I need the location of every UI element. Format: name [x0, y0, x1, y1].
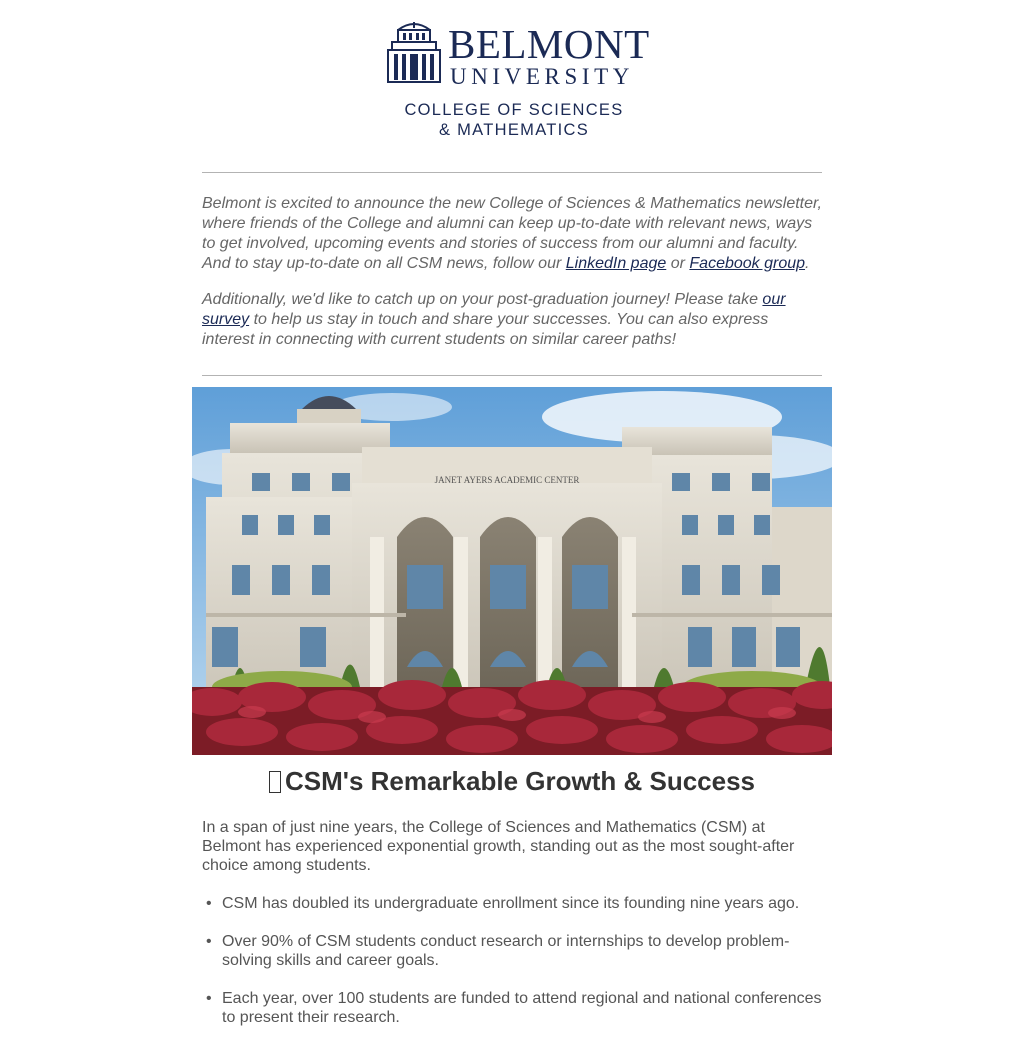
facebook-link[interactable]: Facebook group	[689, 255, 806, 272]
linkedin-link[interactable]: LinkedIn page	[565, 255, 667, 272]
survey-paragraph	[202, 290, 824, 350]
bullet-item: • Over 90% of CSM students conduct research or internships to develop problem-solving skills and career goals.	[202, 932, 824, 970]
divider-top	[202, 172, 822, 173]
article-headline	[192, 764, 832, 798]
logo-belmont-text: BELMONT	[448, 21, 650, 67]
divider-bottom	[202, 375, 822, 376]
intro-connector: or	[666, 255, 690, 272]
building-inscription: JANET AYERS ACADEMIC CENTER	[434, 475, 580, 485]
intro-paragraph	[202, 194, 824, 274]
missing-glyph-icon	[269, 771, 281, 793]
article-headline-text: CSM's Remarkable Growth & Success	[284, 766, 756, 796]
college-name-line1: COLLEGE OF SCIENCES	[404, 101, 624, 119]
logo-university-text: UNIVERSITY	[450, 64, 634, 89]
belmont-logo[interactable]	[384, 18, 650, 140]
survey-link[interactable]: our survey	[202, 291, 786, 328]
article-bullet-list	[202, 894, 824, 1046]
hero-image	[192, 387, 832, 755]
bullet-item: • Each year, over 100 students are funded to attend regional and national conferences to present their research.	[202, 989, 824, 1027]
intro-period: .	[805, 255, 810, 272]
survey-text: Additionally, we'd like to catch up on your post-graduation journey! Please take	[202, 291, 763, 308]
college-name-line2: & MATHEMATICS	[438, 121, 590, 139]
survey-text-end: to help us stay in touch and share your successes. You can also express interest in connecting with current students on similar career paths!	[202, 311, 769, 348]
tower-icon	[384, 18, 444, 84]
article-paragraph: In a span of just nine years, the College of Sciences and Mathematics (CSM) at Belmont has experienced exponential growth, standing out as the most sought-after choice among students.	[202, 819, 795, 874]
intro-text: Belmont is excited to announce the new College of Sciences & Mathematics newsletter, where friends of the College and alumni can keep up-to-date with relevant news, ways to get involved, upcoming events and stories of success from our alumni and faculty. And to stay up-to-date on all CSM news, follow our	[202, 195, 822, 272]
bullet-item: • CSM has doubled its undergraduate enrollment since its founding nine years ago.	[202, 894, 824, 913]
